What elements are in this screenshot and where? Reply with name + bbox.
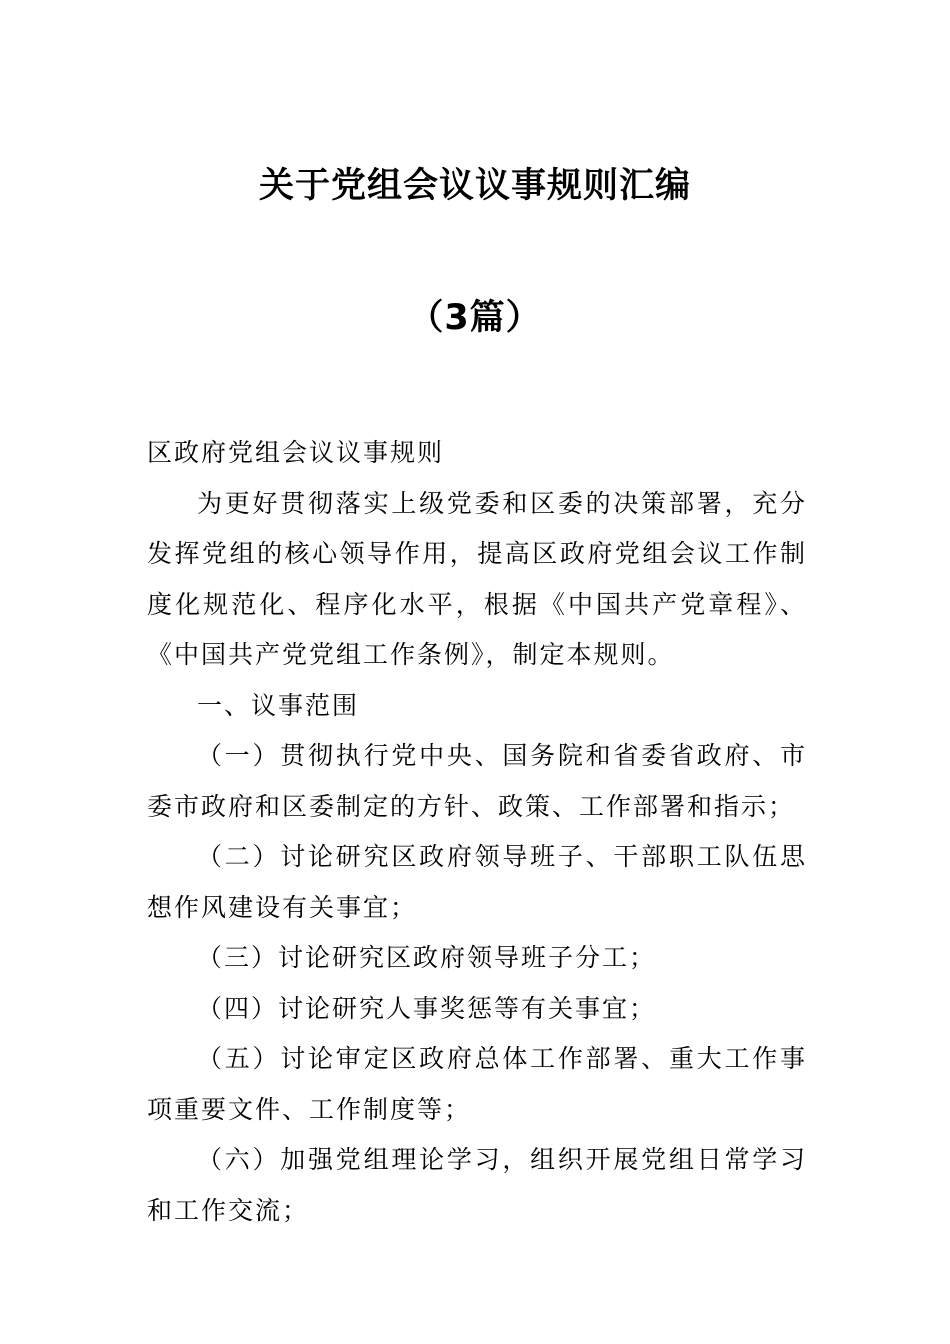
document-subtitle: （3篇） (408, 298, 542, 338)
document-title: 关于党组会议议事规则汇编 (258, 166, 691, 206)
paragraph-item-4: （四）讨论研究人事奖惩等有关事宜； (197, 993, 657, 1023)
paragraph-item-1: （一）贯彻执行党中央、国务院和省委省政府、市委市政府和区委制定的方针、政策、工作部署和指示； (147, 741, 807, 821)
paragraph-item-3: （三）讨论研究区政府领导班子分工； (197, 943, 657, 972)
paragraph-item-2: （二）讨论研究区政府领导班子、干部职工队伍思想作风建设有关事宜； (147, 842, 807, 922)
paragraph-intro: 为更好贯彻落实上级党委和区委的决策部署，充分发挥党组的核心领导作用，提高区政府党组会议工作制度化规范化、程序化水平，根据《中国共产党章程》、《中国共产党党组工作条例》，制定本规则。 (147, 488, 807, 669)
paragraph-heading-scope: 一、议事范围 (197, 690, 360, 720)
section-title: 区政府党组会议议事规则 (147, 438, 445, 467)
paragraph-item-5: （五）讨论审定区政府总体工作部署、重大工作事项重要文件、工作制度等； (147, 1044, 807, 1124)
paragraph-item-6: （六）加强党组理论学习，组织开展党组日常学习和工作交流； (147, 1145, 807, 1225)
document-body (147, 428, 807, 1236)
